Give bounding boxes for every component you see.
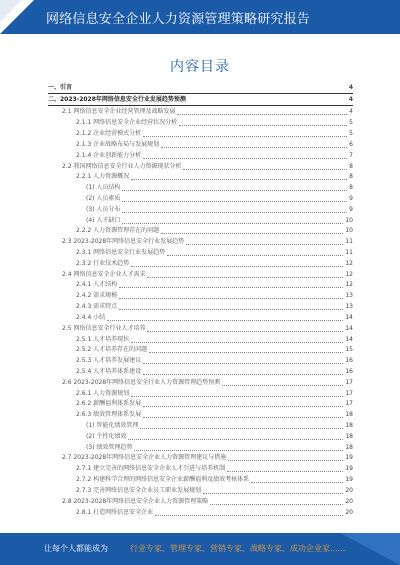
toc-leader-dots <box>210 504 343 505</box>
toc-entry[interactable] <box>48 345 353 356</box>
toc-entry[interactable] <box>48 182 353 193</box>
toc-entry[interactable] <box>48 128 353 139</box>
toc-entry-page: 18 <box>345 422 353 429</box>
toc-leader-dots <box>128 439 343 440</box>
toc-entry-page: 12 <box>345 281 353 289</box>
toc-leader-dots <box>143 158 347 159</box>
toc-leader-dots <box>222 385 343 386</box>
toc-entry[interactable] <box>48 215 353 226</box>
toc-entry-page: 20 <box>345 508 353 516</box>
toc-leader-dots <box>143 417 343 418</box>
toc-leader-dots <box>122 212 347 213</box>
toc-entry[interactable] <box>48 366 353 377</box>
toc-leader-dots <box>140 428 343 429</box>
toc-entry-page: 14 <box>345 335 353 343</box>
toc-entry-title: 一、引言 <box>48 84 73 91</box>
toc-leader-dots <box>107 320 343 321</box>
toc-leader-dots <box>251 482 343 483</box>
toc-entry-page: 16 <box>345 367 353 375</box>
toc-entry[interactable] <box>48 388 353 399</box>
toc-entry[interactable] <box>48 150 353 161</box>
toc-entry[interactable] <box>48 193 353 204</box>
toc-leader-dots <box>147 277 343 278</box>
toc-entry-title: 2.1 网络信息安全企业经营管理及战略发展 <box>62 108 176 116</box>
toc-entry[interactable] <box>48 117 353 128</box>
toc-entry-title: (3) 人员分布 <box>86 205 121 213</box>
toc-entry[interactable] <box>48 258 353 269</box>
toc-entry-page: 17 <box>345 389 353 397</box>
toc-entry[interactable] <box>48 290 353 301</box>
toc-entry-title: 2.7.2 构建科学合理的网络信息安全企业薪酬福利及绩效考核体系 <box>76 476 250 484</box>
page-header <box>0 0 400 34</box>
toc-heading: 内容目录 <box>170 59 230 75</box>
toc-entry-title: 2.5.2 人才培养存在的问题 <box>76 346 148 354</box>
toc-entry-title: 2.7.3 完善网络信息安全企业员工职业发展规划 <box>76 486 202 494</box>
toc-entry-page: 15 <box>345 346 353 354</box>
toc-entry-page: 13 <box>345 292 353 300</box>
toc-entry-title: 2.1.2 企业经营模式分析 <box>76 130 142 138</box>
toc-entry[interactable] <box>48 409 353 420</box>
toc-entry-title: 2.5 网络信息安全行业人才培养 <box>62 324 146 332</box>
toc-entry[interactable] <box>48 95 353 106</box>
toc-entry-page: 9 <box>349 194 353 202</box>
toc-entry-title: 2.1.4 企业创新能力分析 <box>76 151 142 159</box>
toc-entry-page: 17 <box>345 400 353 408</box>
toc-entry-page: 7 <box>349 151 353 159</box>
toc-entry-title: 2.5.1 人才培养现状 <box>76 335 130 343</box>
toc-entry-page: 6 <box>349 140 353 148</box>
toc-entry-title: (4) 人才缺口 <box>86 216 121 224</box>
toc-entry[interactable] <box>48 507 353 518</box>
toc-entry[interactable] <box>48 334 353 345</box>
toc-leader-dots <box>131 342 343 343</box>
toc-leader-dots <box>131 396 343 397</box>
toc-entry-page: 20 <box>345 497 353 505</box>
toc-entry-title: 2.2.1 人力资源概况 <box>76 173 130 181</box>
toc-entry-page: 8 <box>349 184 353 192</box>
toc-leader-dots <box>149 352 343 353</box>
toc-entry-page: 5 <box>349 119 353 127</box>
toc-entry-title: 2.4.1 人才结构 <box>76 281 118 289</box>
toc-leader-dots <box>122 201 347 202</box>
toc-entry-page: 4 <box>349 108 353 116</box>
toc-entry-page: 9 <box>349 205 353 213</box>
toc-leader-dots <box>119 309 343 310</box>
page-footer <box>0 533 400 565</box>
toc-entry-title: 2.8.1 打造网络信息安全企业 <box>76 508 154 516</box>
header-corner-accent <box>0 0 22 22</box>
toc-entry-page: 18 <box>345 432 353 440</box>
toc-leader-dots <box>186 244 343 245</box>
toc-entry[interactable] <box>48 301 353 312</box>
toc-entry-page: 13 <box>345 303 353 311</box>
toc-leader-dots <box>134 450 343 451</box>
toc-entry-title: 2.7 2023-2028年网络信息安全企业人力资源管理建议与措施 <box>62 454 227 462</box>
toc-entry[interactable] <box>48 474 353 485</box>
toc-leader-dots <box>227 471 343 472</box>
toc-leader-dots <box>143 136 347 137</box>
toc-leader-dots <box>147 331 343 332</box>
toc-entry-page: 17 <box>345 378 353 386</box>
toc-entry[interactable] <box>48 83 353 94</box>
toc-entry-page: 19 <box>345 476 353 484</box>
toc-entry-title: 2.2.2 人力资源管理存在的问题 <box>76 227 160 235</box>
toc-entry-page: 8 <box>349 173 353 181</box>
toc-leader-dots <box>161 233 343 234</box>
toc-entry-title: 2.4.4 小结 <box>76 313 106 321</box>
toc-leader-dots <box>167 255 343 256</box>
toc-entry[interactable] <box>48 236 353 247</box>
toc-entry-title: 2.4 网络信息安全企业人才需求 <box>62 270 146 278</box>
toc-entry-title: 2.4.3 需求特点 <box>76 303 118 311</box>
toc-leader-dots <box>119 298 343 299</box>
toc-entry-page: 19 <box>345 454 353 462</box>
toc-entry[interactable] <box>48 355 353 366</box>
toc-entry-title: 2.3.2 行业技术趋势 <box>76 259 130 267</box>
toc-entry-title: (3) 绩效管理趋势 <box>86 443 133 451</box>
toc-leader-dots <box>161 147 347 148</box>
toc-entry-title: 2.3.1 网络信息安全行业发展趋势 <box>76 249 166 256</box>
toc-entry[interactable] <box>48 399 353 410</box>
report-title: 网络信息安全企业人力资源管理策略研究报告 <box>46 12 311 27</box>
toc-leader-dots <box>143 406 343 407</box>
toc-entry-page: 14 <box>345 324 353 332</box>
toc-entry-title: 2.6.1 人力资源规划 <box>76 389 130 397</box>
toc-entry[interactable] <box>48 161 353 172</box>
toc-leader-dots <box>122 223 343 224</box>
toc-entry-page: 12 <box>345 259 353 267</box>
toc-entry[interactable] <box>48 107 353 118</box>
toc-entry[interactable] <box>48 139 353 150</box>
toc-entry-page: 8 <box>349 162 353 170</box>
toc-entry[interactable] <box>48 431 353 442</box>
toc-entry-title: (2) 个性化绩效 <box>86 432 127 440</box>
toc-entry-page: 11 <box>345 249 353 256</box>
toc-entry[interactable] <box>48 323 353 334</box>
toc-entry-page: 16 <box>345 357 353 365</box>
toc-entry-page: 10 <box>345 216 353 224</box>
toc-entry[interactable] <box>48 453 353 464</box>
toc-entry-title: (1) 智能化绩效管理 <box>86 422 139 429</box>
toc-leader-dots <box>177 114 347 115</box>
toc-entry[interactable] <box>48 247 353 258</box>
toc-entry[interactable] <box>48 377 353 388</box>
toc-entry-page: 4 <box>348 84 353 91</box>
toc-entry-page: 11 <box>345 238 353 246</box>
toc-entry-page: 19 <box>345 465 353 473</box>
toc-entry-page: 5 <box>349 130 353 138</box>
toc-entry[interactable] <box>48 442 353 453</box>
toc-entry-page: 18 <box>345 443 353 451</box>
toc-entry[interactable] <box>48 269 353 280</box>
toc-leader-dots <box>228 460 343 461</box>
toc-entry-title: (1) 人员结构 <box>86 184 121 192</box>
toc-leader-dots <box>155 515 343 516</box>
toc-entry-title: 2.6 2023-2028年网络信息安全行业人力资源管理趋势预测 <box>62 378 221 386</box>
toc-entry-page: 20 <box>345 486 353 494</box>
toc-entry-title: 2.1.1 网络信息安全企业经营状况分析 <box>76 119 178 127</box>
toc-leader-dots <box>183 169 347 170</box>
toc-entry-title: 2.1.3 企业战略布局与发展规划 <box>76 140 160 148</box>
toc-leader-dots <box>131 266 343 267</box>
table-of-contents <box>48 83 353 518</box>
toc-entry[interactable] <box>48 312 353 323</box>
toc-entry[interactable] <box>48 485 353 496</box>
footer-slogan: 让每个人都能成为 <box>44 544 108 553</box>
toc-entry[interactable] <box>48 172 353 183</box>
toc-entry-title: 二、2023-2028年网络信息安全行业发展趋势预测 <box>48 95 186 103</box>
toc-entry[interactable] <box>48 280 353 291</box>
toc-leader-dots <box>179 125 347 126</box>
toc-leader-dots <box>119 287 343 288</box>
toc-entry-title: 2.5.3 人才培养发展建议 <box>76 357 142 365</box>
toc-leader-dots <box>143 363 343 364</box>
footer-corner-decoration <box>340 533 400 565</box>
toc-entry[interactable] <box>48 420 353 431</box>
footer-roles: 行业专家、管理专家、营销专家、战略专家、成功企业家...... <box>130 544 346 553</box>
toc-leader-dots <box>122 190 347 191</box>
toc-entry-title: 2.8 2023-2028年网络信息安全企业人力资源管理策略 <box>62 497 209 505</box>
toc-entry-title: 2.6.2 薪酬福利体系发展 <box>76 400 142 408</box>
toc-entry-title: 2.4.2 需求规模 <box>76 292 118 300</box>
toc-entry-page: 10 <box>345 227 353 235</box>
toc-entry-page: 18 <box>345 411 353 419</box>
toc-entry-page: 12 <box>345 270 353 278</box>
toc-entry-title: (2) 人员素质 <box>86 194 121 202</box>
toc-leader-dots <box>131 179 347 180</box>
toc-entry[interactable] <box>48 463 353 474</box>
toc-entry-page: 14 <box>345 313 353 321</box>
toc-entry[interactable] <box>48 226 353 237</box>
toc-entry-title: 2.2 我国网络信息安全行业人力资源现状分析 <box>62 162 182 170</box>
toc-leader-dots <box>143 374 343 375</box>
toc-entry[interactable] <box>48 204 353 215</box>
toc-entry[interactable] <box>48 496 353 507</box>
toc-entry-page: 4 <box>348 95 353 103</box>
toc-entry-title: 2.7.1 建立完善的网络信息安全企业人才引进与培养机制 <box>76 465 226 473</box>
toc-leader-dots <box>203 493 343 494</box>
toc-entry-title: 2.6.3 绩效管理体系发展 <box>76 411 142 419</box>
toc-entry-title: 2.3 2023-2028年网络信息安全行业发展趋势 <box>62 238 185 246</box>
toc-entry-title: 2.5.4 人才培养体系建设 <box>76 367 142 375</box>
